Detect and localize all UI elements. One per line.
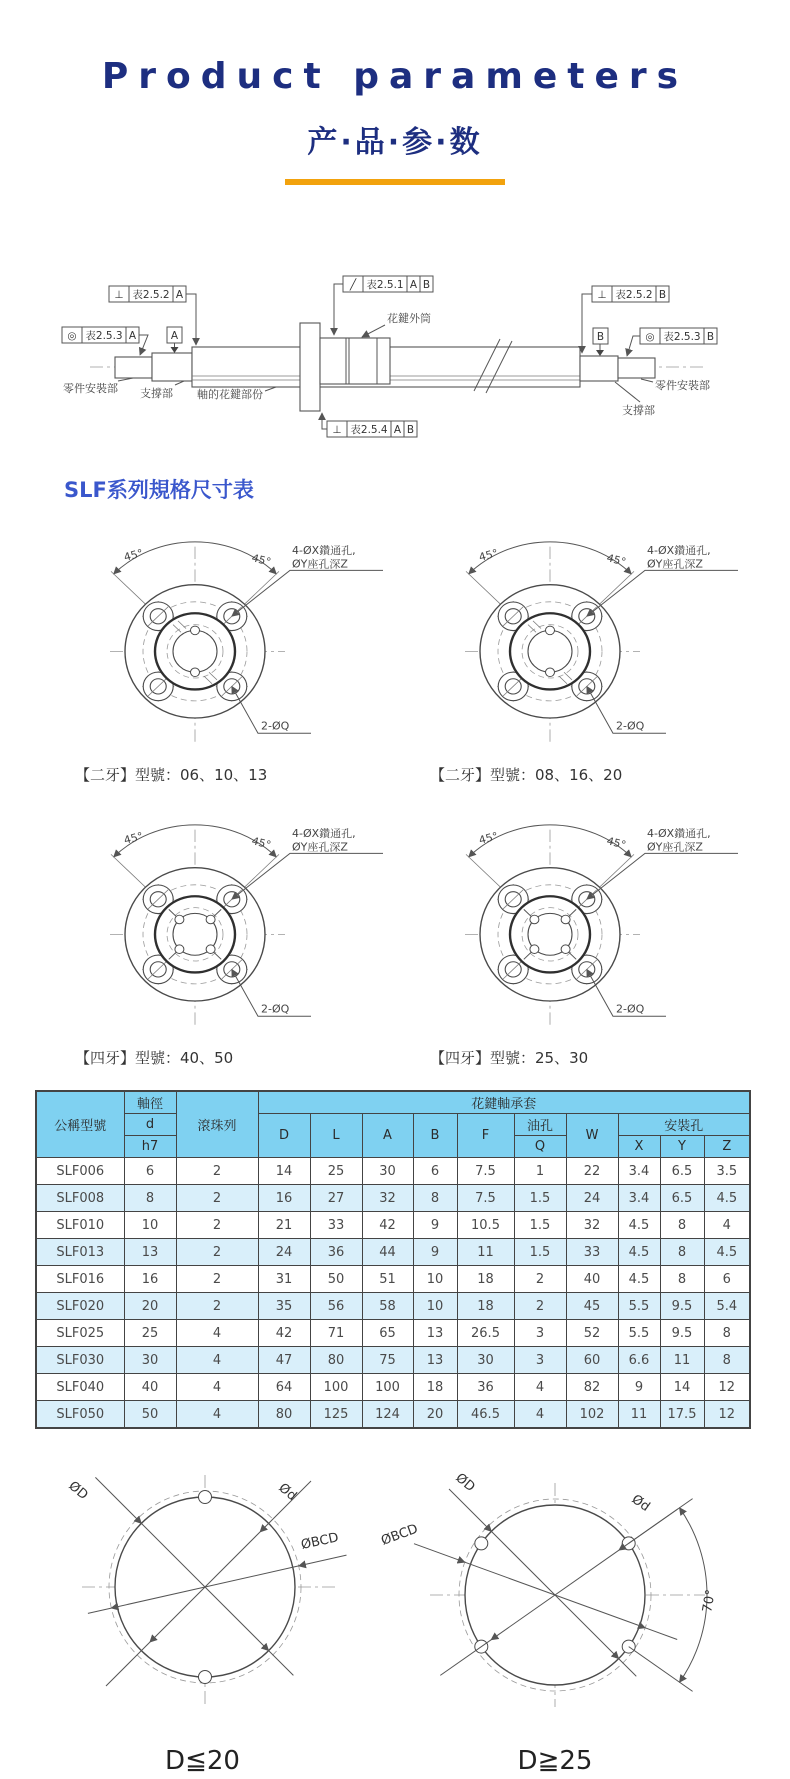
value-cell: 4.5 (704, 1239, 750, 1266)
value-cell: 20 (413, 1401, 457, 1429)
svg-text:表2.5.3: 表2.5.3 (85, 330, 123, 342)
value-cell: 10 (124, 1212, 176, 1239)
value-cell: 50 (124, 1401, 176, 1429)
value-cell: 9.5 (660, 1293, 704, 1320)
svg-text:ØD: ØD (452, 1470, 478, 1496)
value-cell: 40 (566, 1266, 618, 1293)
value-cell: 35 (258, 1293, 310, 1320)
value-cell: 4.5 (618, 1239, 660, 1266)
model-cell: SLF025 (36, 1320, 124, 1347)
spec-table (35, 1090, 751, 1429)
value-cell: 80 (258, 1401, 310, 1429)
value-cell: 2 (176, 1158, 258, 1185)
value-cell: 11 (457, 1239, 514, 1266)
datum-a (167, 327, 182, 353)
svg-text:表2.5.3: 表2.5.3 (663, 331, 701, 343)
svg-text:花鍵外筒: 花鍵外筒 (387, 312, 431, 325)
shaft-assembly-diagram (0, 271, 790, 450)
value-cell: 8 (704, 1320, 750, 1347)
value-cell: 65 (362, 1320, 413, 1347)
page-title: Product parameters (101, 56, 689, 97)
value-cell: 36 (457, 1374, 514, 1401)
table-row (36, 1158, 750, 1185)
col-header-D: D (258, 1114, 310, 1158)
svg-text:4-ØX鑽通孔,: 4-ØX鑽通孔, (292, 827, 356, 841)
col-header-F: F (457, 1114, 514, 1158)
value-cell: 6 (413, 1158, 457, 1185)
col-header-W: W (566, 1114, 618, 1158)
cross-section-large-svg (375, 1445, 780, 1740)
value-cell: 1.5 (514, 1212, 566, 1239)
svg-text:表2.5.2: 表2.5.2 (615, 289, 653, 301)
flange-cell-3 (45, 801, 390, 1068)
value-cell: 4 (176, 1347, 258, 1374)
page-subtitle: 产·品·参·数 (307, 125, 483, 160)
spline-nut-label (362, 311, 431, 337)
value-cell: 51 (362, 1266, 413, 1293)
model-cell: SLF006 (36, 1158, 124, 1185)
value-cell: 13 (124, 1239, 176, 1266)
value-cell: 10 (413, 1293, 457, 1320)
col-header-shaft-dia: 軸徑 (124, 1091, 176, 1114)
spec-table-body (36, 1158, 750, 1429)
table-row (36, 1374, 750, 1401)
value-cell: 125 (310, 1401, 362, 1429)
svg-text:⊥: ⊥ (597, 289, 607, 301)
svg-text:ØD: ØD (65, 1478, 91, 1504)
value-cell: 20 (124, 1293, 176, 1320)
col-header-oil-hole: 油孔 (514, 1114, 566, 1136)
value-cell: 30 (124, 1347, 176, 1374)
datum-b (593, 328, 608, 356)
value-cell: 100 (362, 1374, 413, 1401)
table-row (36, 1320, 750, 1347)
value-cell: 102 (566, 1401, 618, 1429)
model-cell: SLF020 (36, 1293, 124, 1320)
value-cell: 10 (413, 1266, 457, 1293)
value-cell: 25 (124, 1320, 176, 1347)
svg-text:45°: 45° (250, 834, 273, 852)
table-row (36, 1293, 750, 1320)
value-cell: 24 (258, 1239, 310, 1266)
value-cell: 14 (258, 1158, 310, 1185)
value-cell: 7.5 (457, 1185, 514, 1212)
value-cell: 46.5 (457, 1401, 514, 1429)
accent-bar (285, 179, 505, 185)
value-cell: 80 (310, 1347, 362, 1374)
value-cell: 6 (124, 1158, 176, 1185)
value-cell: 60 (566, 1347, 618, 1374)
spec-table-head (36, 1091, 750, 1158)
value-cell: 50 (310, 1266, 362, 1293)
value-cell: 2 (176, 1293, 258, 1320)
value-cell: 124 (362, 1401, 413, 1429)
value-cell: 3.5 (704, 1158, 750, 1185)
shaft-drawing-svg (0, 271, 790, 446)
svg-text:ØBCD: ØBCD (379, 1521, 421, 1549)
value-cell: 8 (660, 1266, 704, 1293)
svg-text:Ød: Ød (628, 1491, 653, 1515)
flange-cell-2 (400, 518, 745, 785)
value-cell: 16 (258, 1185, 310, 1212)
svg-text:表2.5.2: 表2.5.2 (132, 289, 170, 301)
model-cell: SLF010 (36, 1212, 124, 1239)
value-cell: 56 (310, 1293, 362, 1320)
value-cell: 30 (362, 1158, 413, 1185)
svg-text:ØBCD: ØBCD (299, 1530, 341, 1553)
table-row (36, 1212, 750, 1239)
cross-section-caption-left: D≦20 (165, 1746, 240, 1776)
flange-four-jaw-diagram (45, 801, 390, 1041)
svg-text:ØY座孔深Z: ØY座孔深Z (292, 557, 348, 571)
value-cell: 21 (258, 1212, 310, 1239)
flange-four-jaw-diagram (400, 801, 745, 1041)
gdt-frame-conc-right (627, 328, 717, 356)
svg-text:45°: 45° (122, 546, 145, 564)
svg-text:╱: ╱ (349, 279, 357, 291)
value-cell: 9 (618, 1374, 660, 1401)
svg-text:⊥: ⊥ (332, 424, 342, 436)
col-header-h7: h7 (124, 1136, 176, 1158)
svg-text:支撐部: 支撐部 (622, 404, 655, 417)
value-cell: 6 (704, 1266, 750, 1293)
svg-text:45°: 45° (605, 551, 628, 569)
svg-text:B: B (422, 279, 431, 291)
col-header-d: d (124, 1114, 176, 1136)
value-cell: 4 (176, 1401, 258, 1429)
value-cell: 7.5 (457, 1158, 514, 1185)
svg-text:4-ØX鑽通孔,: 4-ØX鑽通孔, (647, 544, 711, 558)
value-cell: 2 (514, 1266, 566, 1293)
value-cell: 2 (176, 1185, 258, 1212)
value-cell: 5.5 (618, 1293, 660, 1320)
value-cell: 64 (258, 1374, 310, 1401)
svg-text:45°: 45° (122, 829, 145, 847)
svg-text:B: B (658, 289, 667, 301)
value-cell: 2 (176, 1266, 258, 1293)
value-cell: 4 (704, 1212, 750, 1239)
value-cell: 18 (413, 1374, 457, 1401)
table-row (36, 1347, 750, 1374)
flange-cell-4 (400, 801, 745, 1068)
value-cell: 18 (457, 1293, 514, 1320)
value-cell: 5.5 (618, 1320, 660, 1347)
value-cell: 58 (362, 1293, 413, 1320)
svg-text:ØY座孔深Z: ØY座孔深Z (292, 840, 348, 854)
svg-text:A: A (175, 289, 184, 301)
flange-caption: 【四牙】型號：25、30 (430, 1049, 589, 1067)
value-cell: 6.5 (660, 1185, 704, 1212)
value-cell: 4.5 (704, 1185, 750, 1212)
col-header-mount-holes: 安裝孔 (618, 1114, 750, 1136)
svg-text:B: B (706, 331, 715, 343)
value-cell: 11 (618, 1401, 660, 1429)
flange-diagram-grid (45, 518, 790, 1068)
value-cell: 44 (362, 1239, 413, 1266)
col-header-model: 公稱型號 (36, 1091, 124, 1158)
svg-text:B: B (406, 424, 415, 436)
svg-text:◎: ◎ (645, 331, 655, 343)
svg-text:2-ØQ: 2-ØQ (261, 719, 290, 733)
value-cell: 4.5 (618, 1212, 660, 1239)
svg-text:45°: 45° (477, 829, 500, 847)
gdt-frame-perp-bottom (322, 413, 417, 437)
col-header-Y: Y (660, 1136, 704, 1158)
col-header-group: 花鍵軸承套 (258, 1091, 750, 1114)
col-header-Z: Z (704, 1136, 750, 1158)
svg-text:ØY座孔深Z: ØY座孔深Z (647, 840, 703, 854)
value-cell: 3 (514, 1320, 566, 1347)
value-cell: 26.5 (457, 1320, 514, 1347)
svg-text:A: A (409, 279, 418, 291)
svg-text:Ød: Ød (275, 1480, 300, 1504)
value-cell: 100 (310, 1374, 362, 1401)
gdt-frame-conc-left (62, 327, 148, 355)
svg-text:2-ØQ: 2-ØQ (616, 719, 645, 733)
model-cell: SLF050 (36, 1401, 124, 1429)
flange-cell-1 (45, 518, 390, 785)
value-cell: 4 (514, 1374, 566, 1401)
svg-text:2-ØQ: 2-ØQ (261, 1002, 290, 1016)
value-cell: 17.5 (660, 1401, 704, 1429)
table-row (36, 1401, 750, 1429)
value-cell: 9 (413, 1212, 457, 1239)
cross-section-diagrams (20, 1445, 790, 1776)
svg-text:45°: 45° (477, 546, 500, 564)
col-header-ball-rows: 滾珠列 (176, 1091, 258, 1158)
table-row (36, 1185, 750, 1212)
value-cell: 71 (310, 1320, 362, 1347)
value-cell: 75 (362, 1347, 413, 1374)
value-cell: 16 (124, 1266, 176, 1293)
svg-text:A: A (170, 330, 179, 342)
svg-text:70°: 70° (700, 1588, 719, 1614)
flange-caption: 【二牙】型號：08、16、20 (430, 766, 623, 784)
value-cell: 3.4 (618, 1185, 660, 1212)
value-cell: 47 (258, 1347, 310, 1374)
col-header-A: A (362, 1114, 413, 1158)
value-cell: 22 (566, 1158, 618, 1185)
flange-two-jaw-diagram (400, 518, 745, 758)
page-header (0, 0, 790, 185)
svg-text:表2.5.4: 表2.5.4 (350, 424, 388, 436)
value-cell: 13 (413, 1347, 457, 1374)
flange-two-jaw-diagram (45, 518, 390, 758)
value-cell: 9.5 (660, 1320, 704, 1347)
table-row (36, 1266, 750, 1293)
value-cell: 8 (660, 1212, 704, 1239)
value-cell: 10.5 (457, 1212, 514, 1239)
svg-text:45°: 45° (250, 551, 273, 569)
svg-text:零件安裝部: 零件安裝部 (63, 382, 118, 395)
svg-text:表2.5.1: 表2.5.1 (366, 279, 404, 291)
value-cell: 1 (514, 1158, 566, 1185)
value-cell: 25 (310, 1158, 362, 1185)
value-cell: 31 (258, 1266, 310, 1293)
svg-text:45°: 45° (605, 834, 628, 852)
value-cell: 6.5 (660, 1158, 704, 1185)
value-cell: 45 (566, 1293, 618, 1320)
svg-text:◎: ◎ (67, 330, 77, 342)
model-cell: SLF013 (36, 1239, 124, 1266)
col-header-L: L (310, 1114, 362, 1158)
value-cell: 52 (566, 1320, 618, 1347)
svg-text:A: A (128, 330, 137, 342)
svg-text:ØY座孔深Z: ØY座孔深Z (647, 557, 703, 571)
value-cell: 32 (566, 1212, 618, 1239)
svg-text:零件安裝部: 零件安裝部 (655, 379, 710, 392)
cross-section-small-svg (20, 1445, 380, 1740)
value-cell: 8 (704, 1347, 750, 1374)
value-cell: 4 (176, 1374, 258, 1401)
value-cell: 8 (660, 1239, 704, 1266)
cross-section-left (20, 1445, 385, 1776)
value-cell: 24 (566, 1185, 618, 1212)
svg-text:支撐部: 支撐部 (140, 387, 173, 400)
col-header-X: X (618, 1136, 660, 1158)
value-cell: 33 (566, 1239, 618, 1266)
svg-text:B: B (596, 331, 605, 343)
value-cell: 40 (124, 1374, 176, 1401)
value-cell: 32 (362, 1185, 413, 1212)
value-cell: 5.4 (704, 1293, 750, 1320)
svg-text:2-ØQ: 2-ØQ (616, 1002, 645, 1016)
value-cell: 9 (413, 1239, 457, 1266)
value-cell: 42 (362, 1212, 413, 1239)
value-cell: 1.5 (514, 1185, 566, 1212)
value-cell: 14 (660, 1374, 704, 1401)
value-cell: 27 (310, 1185, 362, 1212)
model-cell: SLF008 (36, 1185, 124, 1212)
value-cell: 36 (310, 1239, 362, 1266)
value-cell: 3.4 (618, 1158, 660, 1185)
value-cell: 12 (704, 1401, 750, 1429)
value-cell: 33 (310, 1212, 362, 1239)
flange-caption: 【四牙】型號：40、50 (75, 1049, 234, 1067)
model-cell: SLF040 (36, 1374, 124, 1401)
value-cell: 13 (413, 1320, 457, 1347)
model-cell: SLF030 (36, 1347, 124, 1374)
value-cell: 12 (704, 1374, 750, 1401)
svg-text:⊥: ⊥ (114, 289, 124, 301)
svg-text:4-ØX鑽通孔,: 4-ØX鑽通孔, (647, 827, 711, 841)
table-row (36, 1239, 750, 1266)
value-cell: 3 (514, 1347, 566, 1374)
col-header-B: B (413, 1114, 457, 1158)
value-cell: 2 (176, 1212, 258, 1239)
svg-text:A: A (393, 424, 402, 436)
value-cell: 2 (176, 1239, 258, 1266)
section-heading: SLF系列規格尺寸表 (64, 478, 254, 502)
value-cell: 42 (258, 1320, 310, 1347)
value-cell: 4 (514, 1401, 566, 1429)
value-cell: 4 (176, 1320, 258, 1347)
flange-caption: 【二牙】型號：06、10、13 (75, 766, 268, 784)
value-cell: 30 (457, 1347, 514, 1374)
value-cell: 82 (566, 1374, 618, 1401)
value-cell: 6.6 (618, 1347, 660, 1374)
cross-section-right (375, 1445, 780, 1776)
value-cell: 2 (514, 1293, 566, 1320)
model-cell: SLF016 (36, 1266, 124, 1293)
value-cell: 8 (413, 1185, 457, 1212)
value-cell: 8 (124, 1185, 176, 1212)
svg-text:4-ØX鑽通孔,: 4-ØX鑽通孔, (292, 544, 356, 558)
svg-text:軸的花鍵部份: 軸的花鍵部份 (197, 388, 263, 401)
value-cell: 11 (660, 1347, 704, 1374)
value-cell: 18 (457, 1266, 514, 1293)
col-header-Q: Q (514, 1136, 566, 1158)
value-cell: 4.5 (618, 1266, 660, 1293)
value-cell: 1.5 (514, 1239, 566, 1266)
cross-section-caption-right: D≧25 (517, 1746, 593, 1776)
